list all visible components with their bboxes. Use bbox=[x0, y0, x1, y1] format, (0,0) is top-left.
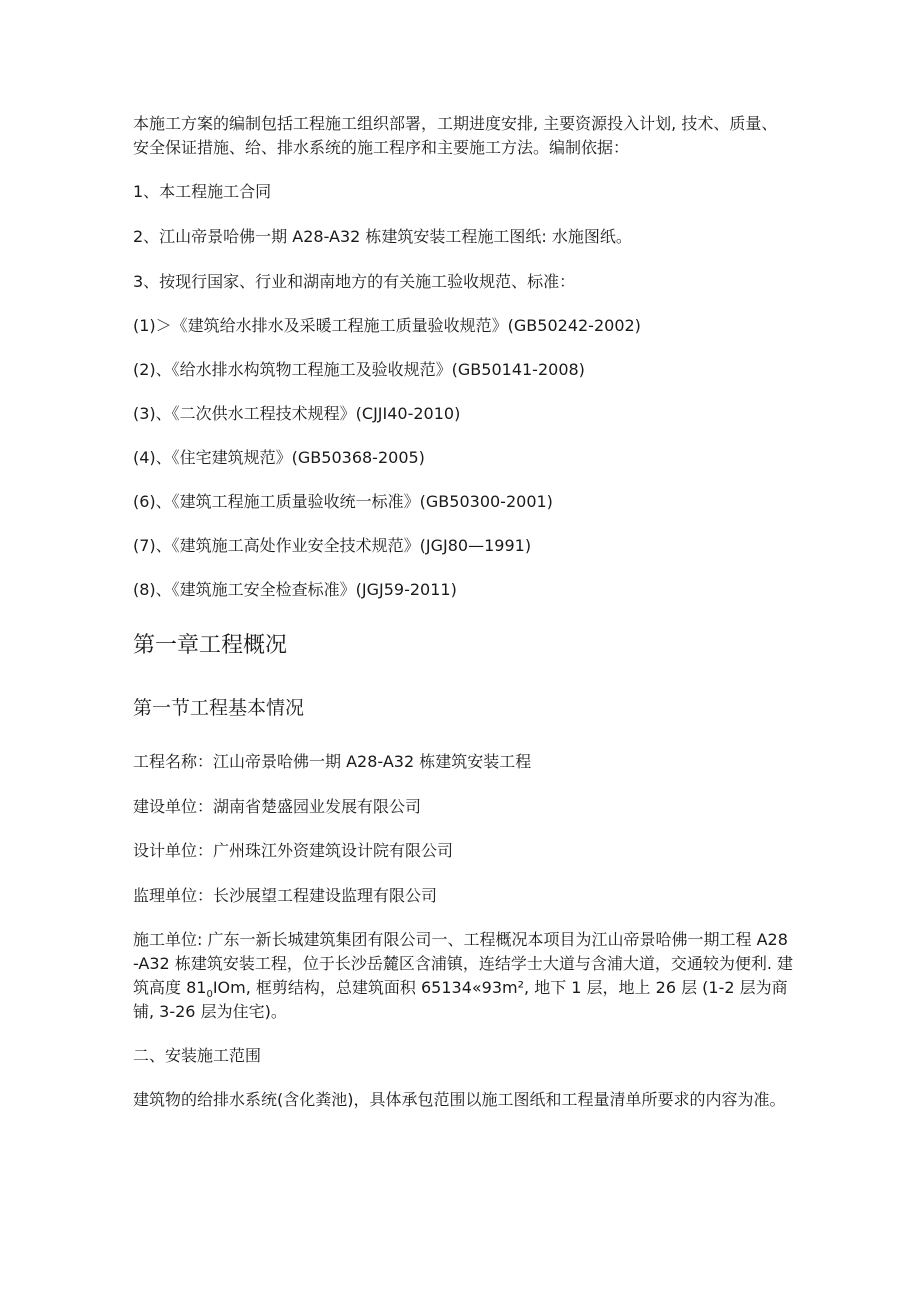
standard-item: (8)、《建筑施工安全检查标准》(JGJ59-2011) bbox=[133, 580, 457, 599]
standard-item: (6)、《建筑工程施工质量验收统一标准》(GB50300-2001) bbox=[133, 492, 553, 511]
contractor-paragraph bbox=[133, 928, 793, 1024]
owner-unit: 建设单位：湖南省楚盛园业发展有限公司 bbox=[133, 797, 422, 816]
intro-paragraph: 本施工方案的编制包括工程施工组织部署，工期进度安排, 主要资源投入计划, 技术、质量、安全保证措施、给、排水系统的施工程序和主要施工方法。编制依据： bbox=[133, 114, 778, 157]
standard-item: (2)、《给水排水构筑物工程施工及验收规范》(GB50141-2008) bbox=[133, 360, 585, 379]
scope-title: 二、安装施工范围 bbox=[133, 1046, 262, 1065]
scope-text: 建筑物的给排水系统(含化粪池)，具体承包范围以施工图纸和工程量清单所要求的内容为准。 bbox=[133, 1090, 786, 1109]
standard-item: (3)、《二次供水工程技术规程》(CJJI40-2010) bbox=[133, 404, 461, 423]
contractor-text-sub: 0 bbox=[206, 989, 213, 1001]
design-unit: 设计单位：广州珠江外资建筑设计院有限公司 bbox=[133, 841, 454, 860]
standard-item: (7)、《建筑施工高处作业安全技术规范》(JGJ80—1991) bbox=[133, 536, 532, 555]
project-name: 工程名称：江山帝景哈佛一期 A28-A32 栋建筑安装工程 bbox=[133, 752, 532, 771]
basis-item-3: 3、按现行国家、行业和湖南地方的有关施工验收规范、标准： bbox=[133, 272, 576, 291]
contractor-text-part2: IOm, 框剪结构，总建筑面积 65134«93m², 地下 1 层，地上 26 层 (1-2 层为商铺, 3-26 层为住宅)。 bbox=[133, 978, 788, 1021]
document-page bbox=[133, 112, 793, 1112]
chapter-title: 第一章工程概况 bbox=[133, 633, 288, 658]
standard-item: (4)、《住宅建筑规范》(GB50368-2005) bbox=[133, 448, 425, 467]
standard-item: (1)＞《建筑给水排水及采暖工程施工质量验收规范》(GB50242-2002) bbox=[133, 316, 641, 335]
basis-item-2: 2、江山帝景哈佛一期 A28-A32 栋建筑安装工程施工图纸: 水施图纸。 bbox=[133, 227, 632, 246]
contractor-text-part1: 施工单位: 广东一新长城建筑集团有限公司一、工程概况本项目为江山帝景哈佛一期工程 A28-A32 栋建筑安装工程，位于长沙岳麓区含浦镇，连结学士大道与含浦大道，交通较为便利. 建筑高度 81 bbox=[133, 930, 793, 997]
section-title: 第一节工程基本情况 bbox=[133, 697, 305, 719]
basis-item-1: 1、本工程施工合同 bbox=[133, 182, 272, 201]
supervision-unit: 监理单位：长沙展望工程建设监理有限公司 bbox=[133, 886, 438, 905]
